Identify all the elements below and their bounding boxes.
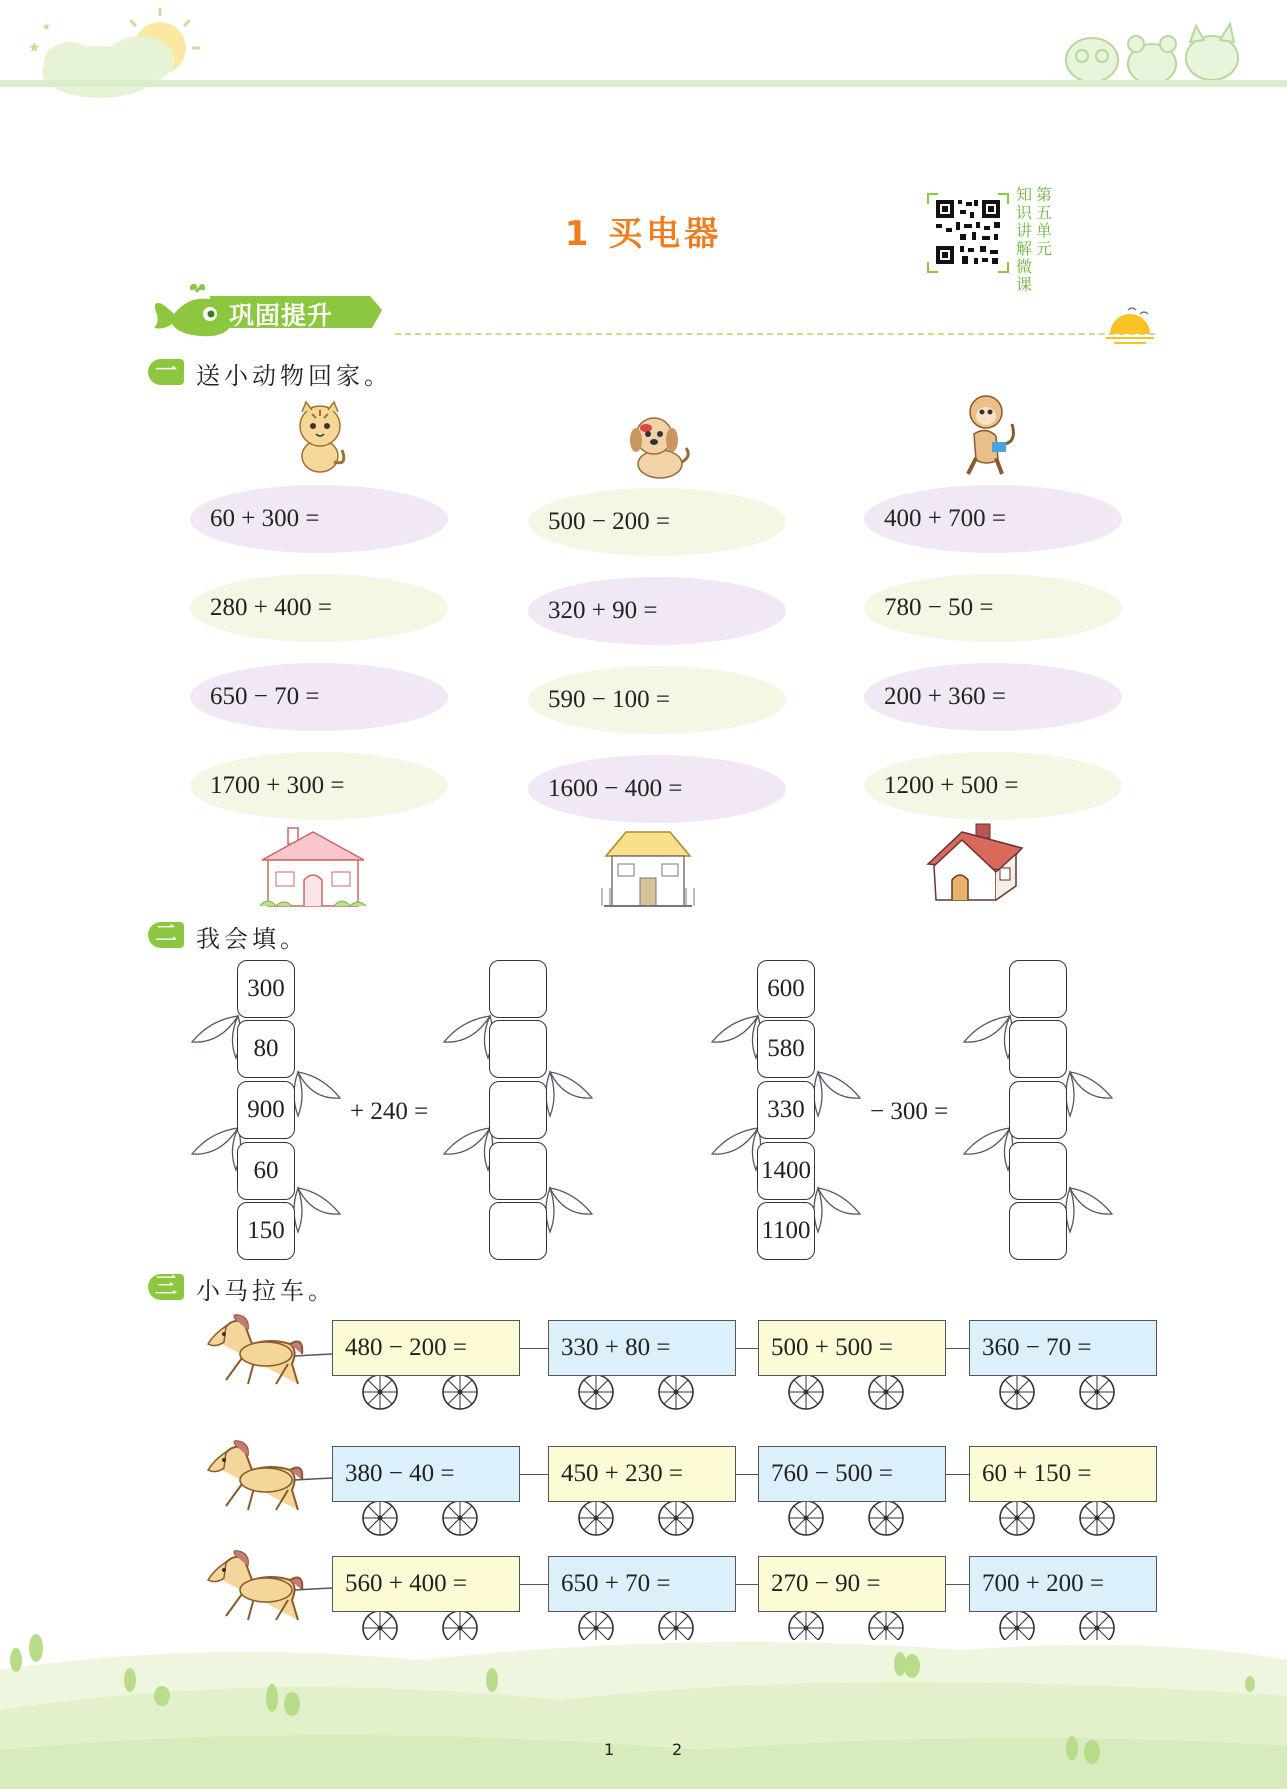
bamboo-segment: 1400 [757, 1142, 815, 1200]
operation-label: − 300 = [870, 1098, 949, 1125]
cart-equation[interactable]: 560 + 400 = [332, 1556, 520, 1612]
section-2-badge: 二 [148, 922, 184, 948]
svg-text:★: ★ [42, 22, 51, 33]
bamboo-segment: 150 [237, 1202, 295, 1260]
monkey-icon [962, 394, 1022, 478]
dog-icon [622, 412, 692, 482]
banner-label: 巩固提升 [229, 301, 334, 330]
qr-code-icon[interactable] [924, 190, 1012, 276]
qr-label-lesson: 知 识 讲 解 微 课 [1015, 185, 1032, 294]
equation-oval[interactable]: 60 + 300 = [190, 485, 448, 553]
red-roof-house-icon[interactable] [924, 822, 1026, 906]
bamboo-segment: 80 [237, 1020, 295, 1078]
bamboo-segment: 330 [757, 1081, 815, 1139]
equation-oval[interactable]: 590 − 100 = [528, 666, 786, 734]
pink-house-icon[interactable] [258, 826, 368, 910]
yellow-house-icon[interactable] [600, 826, 696, 910]
equation-oval[interactable]: 400 + 700 = [864, 485, 1122, 553]
tiger-icon [290, 400, 348, 476]
cart-equation[interactable]: 380 − 40 = [332, 1446, 520, 1502]
answer-segment[interactable] [489, 960, 547, 1018]
bamboo-segment: 580 [757, 1020, 815, 1078]
equation-oval[interactable]: 1600 − 400 = [528, 755, 786, 823]
answer-segment[interactable] [1009, 1020, 1067, 1078]
cart-equation[interactable]: 650 + 70 = [548, 1556, 736, 1612]
cart-link [520, 1584, 548, 1585]
answer-segment[interactable] [1009, 1081, 1067, 1139]
page-title: 1 买电器 [564, 214, 723, 254]
equation-oval[interactable]: 280 + 400 = [190, 574, 448, 642]
hills-decoration [0, 1600, 1287, 1789]
cart-equation[interactable]: 760 − 500 = [758, 1446, 946, 1502]
horse-icon [208, 1441, 302, 1510]
qr-label-unit: 第 五 单 元 [1035, 185, 1052, 258]
banner-divider [395, 333, 1155, 335]
equation-oval[interactable]: 650 − 70 = [190, 663, 448, 731]
section-3-heading: 小马拉车。 [196, 1277, 336, 1305]
equation-oval[interactable]: 1700 + 300 = [190, 752, 448, 820]
bamboo-segment: 600 [757, 960, 815, 1018]
bamboo-segment: 1100 [757, 1202, 815, 1260]
sunset-icon [1100, 306, 1160, 346]
cart-link [946, 1584, 969, 1585]
answer-segment[interactable] [489, 1202, 547, 1260]
svg-text:★: ★ [28, 40, 41, 56]
operation-label: + 240 = [350, 1098, 429, 1125]
bamboo-leaves-decoration [0, 950, 1287, 1270]
page-number-left: 1 [604, 1740, 615, 1759]
cart-equation[interactable]: 360 − 70 = [969, 1320, 1157, 1376]
cart-link [736, 1584, 758, 1585]
equation-oval[interactable]: 200 + 360 = [864, 663, 1122, 731]
answer-segment[interactable] [489, 1020, 547, 1078]
cart-equation[interactable]: 700 + 200 = [969, 1556, 1157, 1612]
section-3-badge: 三 [148, 1274, 184, 1300]
cart-equation[interactable]: 330 + 80 = [548, 1320, 736, 1376]
cart-equation[interactable]: 60 + 150 = [969, 1446, 1157, 1502]
cart-link [946, 1348, 969, 1349]
qr-label [1012, 185, 1058, 294]
cart-equation[interactable]: 480 − 200 = [332, 1320, 520, 1376]
section-1-heading: 送小动物回家。 [196, 362, 392, 390]
answer-segment[interactable] [489, 1081, 547, 1139]
cart-link [736, 1474, 758, 1475]
bamboo-segment: 900 [237, 1081, 295, 1139]
horse-icon [208, 1315, 302, 1384]
answer-segment[interactable] [489, 1142, 547, 1200]
header-decoration [0, 0, 1287, 110]
equation-oval[interactable]: 780 − 50 = [864, 574, 1122, 642]
cart-link [520, 1474, 548, 1475]
whale-icon [154, 284, 232, 336]
header-line [0, 80, 1287, 87]
cart-link [736, 1348, 758, 1349]
cart-equation[interactable]: 450 + 230 = [548, 1446, 736, 1502]
equation-oval[interactable]: 500 − 200 = [528, 488, 786, 556]
answer-segment[interactable] [1009, 1142, 1067, 1200]
section-2-heading: 我会填。 [196, 925, 308, 953]
equation-oval[interactable]: 1200 + 500 = [864, 752, 1122, 820]
equation-oval[interactable]: 320 + 90 = [528, 577, 786, 645]
cart-equation[interactable]: 500 + 500 = [758, 1320, 946, 1376]
cart-link [520, 1348, 548, 1349]
animal-faces-icon [1066, 24, 1238, 84]
bamboo-segment: 60 [237, 1142, 295, 1200]
page-number-right: 2 [672, 1740, 683, 1759]
answer-segment[interactable] [1009, 960, 1067, 1018]
bamboo-segment: 300 [237, 960, 295, 1018]
cart-equation[interactable]: 270 − 90 = [758, 1556, 946, 1612]
cart-link [946, 1474, 969, 1475]
answer-segment[interactable] [1009, 1202, 1067, 1260]
section-1-badge: 一 [148, 359, 184, 385]
